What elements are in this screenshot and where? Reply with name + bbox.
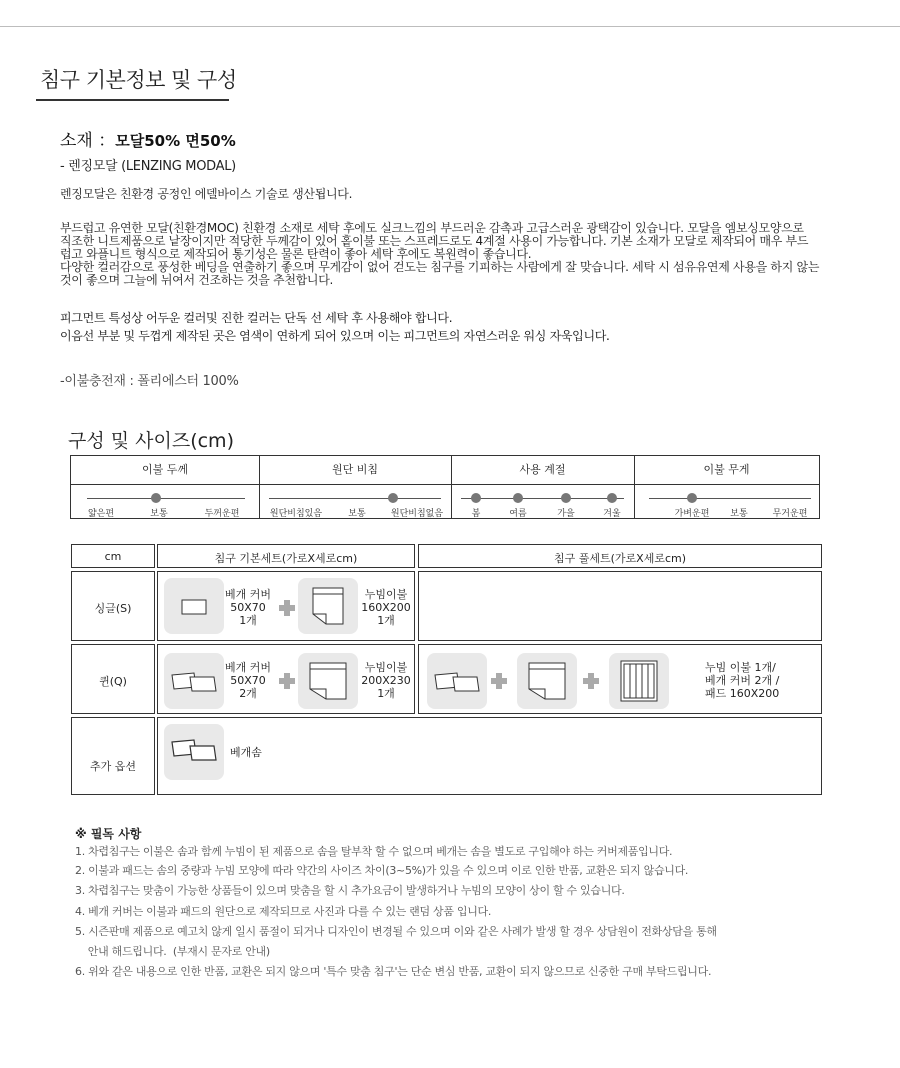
season-label: 봄 — [471, 509, 481, 519]
material-value: 모달50% 면50% — [115, 132, 236, 150]
sheer-scale — [269, 498, 441, 499]
material-label: 소재 ： — [60, 131, 116, 151]
desc-line: 베개 커버 — [224, 661, 271, 674]
size-header-unit — [71, 544, 155, 568]
desc-line: 럽고 와플니트 형식으로 제작되어 통기성은 물론 탄력이 좋아 세탁 후에도 복원력이 좋습니다. — [60, 247, 532, 261]
title-underline — [36, 99, 229, 101]
quilt-icon — [517, 653, 577, 709]
weight-scale — [649, 498, 811, 499]
single-full-cell — [418, 571, 822, 641]
sheer-dot — [388, 493, 398, 503]
pillow-cover-tile — [427, 653, 487, 709]
desc-line: 베개 커버 — [224, 588, 271, 601]
queen-full-cell — [418, 644, 822, 714]
desc-line: 패드 160X200 — [705, 687, 780, 700]
thickness-label: 얇은편 — [87, 509, 115, 519]
basic-header-text: 침구 기본세트(가로X세로cm) — [214, 552, 358, 565]
season-label: 여름 — [509, 509, 527, 519]
season-dot — [607, 493, 617, 503]
season-dot — [471, 493, 481, 503]
prop-weight-title: 이불 무게 — [703, 463, 750, 476]
pad-tile — [609, 653, 669, 709]
single-pillow-desc — [222, 588, 274, 627]
desc-line: 50X70 — [230, 674, 266, 687]
plus-icon — [491, 673, 507, 689]
single-quilt-desc — [358, 588, 414, 627]
page-title: 침구 기본정보 및 구성 — [40, 68, 237, 92]
weight-label: 가벼운편 — [674, 509, 710, 519]
quilt-icon — [298, 578, 358, 634]
desc-line: 2개 — [239, 687, 257, 700]
desc-line: 직조한 니트제품으로 낱장이지만 적당한 두께감이 있어 홑이불 또는 스프레드로도 4계절 사용이 가능합니다. 기본 소재가 모달로 제작되어 매우 부드 — [60, 234, 809, 248]
extra-item: 베개솜 — [230, 746, 262, 759]
row-label-queen — [71, 644, 155, 714]
single-label: 싱글(S) — [94, 602, 132, 615]
thickness-scale — [87, 498, 245, 499]
desc-line: 누빔이불 — [364, 588, 408, 601]
thickness-label: 보통 — [150, 509, 168, 519]
notes-title: ※ 필독 사항 — [75, 827, 142, 841]
queen-basic-cell — [157, 644, 415, 714]
plus-icon — [583, 673, 599, 689]
queen-full-desc — [705, 661, 779, 700]
single-basic-cell — [157, 571, 415, 641]
extra-cell — [157, 717, 822, 795]
desc-line: 누빔이불 — [364, 661, 408, 674]
note-item: 2. 이불과 패드는 솜의 중량과 누빔 모양에 따라 약간의 사이즈 차이(3~5%)가 있을 수 있으며 이로 인한 반품, 교환은 되지 않습니다. — [75, 864, 689, 877]
quilt-tile — [298, 653, 358, 709]
section-title-size: 구성 및 사이즈(cm) — [68, 430, 234, 452]
desc-line: 50X70 — [230, 601, 266, 614]
season-label: 가을 — [557, 509, 575, 519]
weight-dot — [687, 493, 697, 503]
desc-line: 다양한 컬러감으로 풍성한 베딩을 연출하기 좋으며 무게감이 없어 걷도는 침구를 기피하는 사람에게 잘 맞습니다. 세탁 시 섬유유연제 사용을 하지 않는 — [60, 260, 820, 274]
plus-icon — [279, 600, 295, 616]
material-intro: 렌징모달은 친환경 공정인 에델바이스 기술로 생산됩니다. — [60, 187, 353, 201]
row-label-extra — [71, 717, 155, 795]
size-header-basic — [157, 544, 415, 568]
prop-season-title: 사용 계절 — [519, 463, 566, 476]
pad-icon — [609, 653, 669, 709]
season-dot — [561, 493, 571, 503]
note-item: 5. 시즌판매 제품으로 예고치 않게 일시 품절이 되거나 디자인이 변경될 수 있으며 이와 같은 사례가 발생 할 경우 상담원이 전화상담을 통해 — [75, 925, 717, 938]
care-line: 이음선 부분 및 두껍게 제작된 곳은 염색이 연하게 되어 있으며 이는 피그먼트의 자연스러운 워싱 자욱입니다. — [60, 329, 610, 343]
desc-line: 부드럽고 유연한 모달(친환경MOC) 친환경 소재로 세탁 후에도 실크느낌의 부드러운 감촉과 고급스러운 광택감이 있습니다. 모달을 엠보싱모양으로 — [60, 221, 804, 235]
queen-label: 퀸(Q) — [99, 675, 127, 688]
season-scale — [461, 498, 624, 499]
note-item: 3. 차렵침구는 맞춤이 가능한 상품들이 있으며 맞춤을 할 시 추가요금이 발생하거나 누빔의 모양이 상이 할 수 있습니다. — [75, 884, 625, 897]
extra-label: 추가 옵션 — [89, 760, 136, 773]
desc-line: 1개 — [377, 614, 395, 627]
desc-line: 200X230 — [361, 674, 411, 687]
desc-line: 160X200 — [361, 601, 411, 614]
thickness-label: 두꺼운편 — [204, 509, 240, 519]
size-header-full — [418, 544, 822, 568]
weight-label: 무거운편 — [772, 509, 808, 519]
prop-sheer-title: 원단 비침 — [331, 463, 378, 476]
desc-line: 누빔 이불 1개/ — [705, 661, 776, 674]
unit-text: cm — [104, 550, 122, 563]
desc-line: 1개 — [377, 687, 395, 700]
filling-info: -이불충전재 : 폴리에스터 100% — [60, 374, 239, 389]
queen-pillow-desc — [222, 661, 274, 700]
pillow-cover-icon — [164, 578, 224, 634]
sheer-label: 보통 — [348, 509, 366, 519]
property-table — [70, 455, 820, 519]
full-header-text: 침구 풀세트(가로X세로cm) — [553, 552, 686, 565]
note-item: 안내 해드립니다. (부재시 문자로 안내) — [75, 945, 270, 958]
prop-thickness-title: 이불 두께 — [141, 463, 188, 476]
pillow-insert-tile — [164, 724, 224, 780]
weight-label: 보통 — [730, 509, 748, 519]
note-item: 4. 베개 커버는 이불과 패드의 원단으로 제작되므로 사진과 다를 수 있는 랜덤 상품 입니다. — [75, 905, 492, 918]
row-label-single — [71, 571, 155, 641]
pillow-insert-icon — [164, 724, 224, 780]
two-pillows-icon — [164, 653, 224, 709]
pillow-cover-tile — [164, 653, 224, 709]
quilt-tile — [298, 578, 358, 634]
note-item: 6. 위와 같은 내용으로 인한 반품, 교환은 되지 않으며 '특수 맞춤 침구'는 단순 변심 반품, 교환이 되지 않으므로 신중한 구매 부탁드립니다. — [75, 965, 712, 978]
note-item: 1. 차렵침구는 이불은 솜과 함께 누빔이 된 제품으로 솜을 탈부착 할 수 없으며 베개는 솜을 별도로 구입해야 하는 커버제품입니다. — [75, 845, 673, 858]
desc-line: 1개 — [239, 614, 257, 627]
sheer-label: 원단비침없음 — [390, 509, 444, 519]
desc-line: 것이 좋으며 그늘에 뉘여서 건조하는 것을 추천합니다. — [60, 273, 334, 287]
two-pillows-icon — [427, 653, 487, 709]
top-divider — [0, 26, 900, 27]
season-dot — [513, 493, 523, 503]
sheer-label: 원단비침있음 — [269, 509, 323, 519]
plus-icon — [279, 673, 295, 689]
season-label: 겨울 — [603, 509, 621, 519]
thickness-dot — [151, 493, 161, 503]
queen-quilt-desc — [356, 661, 416, 700]
pillow-cover-tile — [164, 578, 224, 634]
care-line: 피그먼트 특성상 어두운 컬러및 진한 컬러는 단독 선 세탁 후 사용해야 합니다. — [60, 311, 453, 325]
desc-line: 베개 커버 2개 / — [705, 674, 780, 687]
quilt-tile — [517, 653, 577, 709]
material-sub: - 렌징모달 (LENZING MODAL) — [60, 159, 236, 174]
material-line — [60, 126, 236, 151]
quilt-icon — [298, 653, 358, 709]
